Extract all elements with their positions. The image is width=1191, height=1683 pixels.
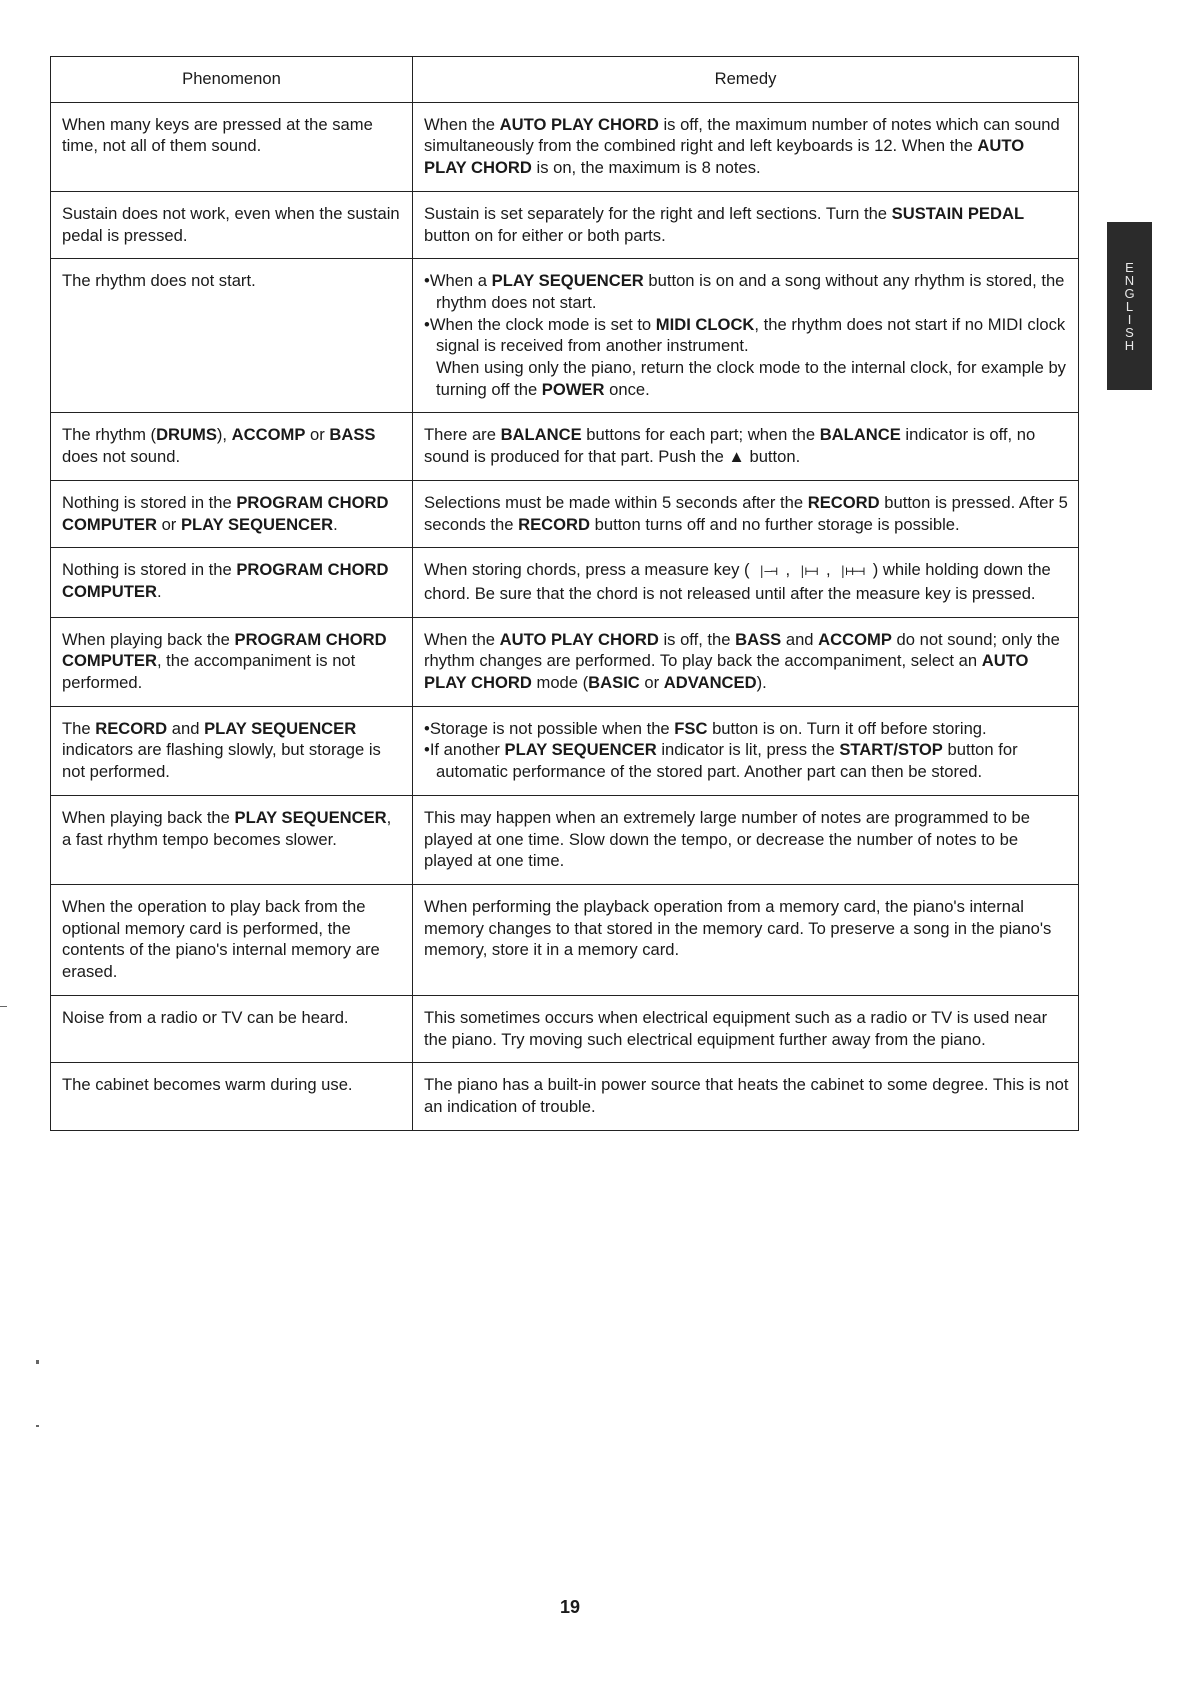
bold-term: RECORD bbox=[807, 492, 880, 512]
measure-key-icon: |—⊣ bbox=[758, 564, 777, 579]
remedy-paragraph: Sustain is set separately for the right and left sections. Turn the SUSTAIN PEDAL button on for either or both parts. bbox=[424, 203, 1025, 245]
bold-term: ▲ bbox=[728, 447, 745, 467]
page-number: 19 bbox=[559, 1597, 581, 1617]
remedy-paragraph: The piano has a built-in power source that heats the cabinet to some degree. This is not an indication of trouble. bbox=[424, 1075, 1069, 1116]
troubleshooting-table bbox=[50, 56, 1079, 1131]
remedy-cell bbox=[413, 617, 1079, 706]
bold-term: AUTO PLAY CHORD bbox=[499, 114, 659, 134]
table-row bbox=[51, 1063, 1079, 1130]
bold-term: PROGRAM CHORD COMPUTER bbox=[62, 560, 389, 601]
language-tab-letter: E bbox=[1125, 259, 1134, 275]
bold-term: BASS bbox=[329, 425, 376, 445]
remedy-cell bbox=[413, 795, 1079, 884]
table-row bbox=[51, 191, 1079, 258]
bold-term: BASIC bbox=[588, 673, 640, 693]
remedy-cell bbox=[413, 706, 1079, 795]
bold-term: POWER bbox=[541, 379, 605, 399]
language-tab-letter: I bbox=[1127, 311, 1132, 327]
phenomenon-cell: When the operation to play back from the optional memory card is performed, the contents of the piano's internal memory are erased. bbox=[51, 884, 413, 995]
bold-term: AUTO PLAY CHORD bbox=[499, 629, 659, 649]
language-tab bbox=[1107, 222, 1152, 390]
table-row bbox=[51, 548, 1079, 617]
phenomenon-cell: Nothing is stored in the PROGRAM CHORD COMPUTER. bbox=[51, 548, 413, 617]
remedy-header: Remedy bbox=[413, 57, 1079, 103]
phenomenon-cell: Noise from a radio or TV can be heard. bbox=[51, 995, 413, 1062]
phenomenon-cell: When playing back the PROGRAM CHORD COMPUTER, the accompaniment is not performed. bbox=[51, 617, 413, 706]
remedy-paragraph: When the AUTO PLAY CHORD is off, the BASS and ACCOMP do not sound; only the rhythm changes are performed. To play back the accompaniment, select an AUTO PLAY CHORD mode (BASIC or ADVANCED). bbox=[424, 629, 1060, 693]
bold-term: FSC bbox=[674, 718, 708, 738]
bold-term: PLAY SEQUENCER bbox=[234, 807, 387, 827]
remedy-cell bbox=[413, 480, 1079, 547]
remedy-paragraph: When storing chords, press a measure key ( |—⊣ , |⊢⊣ , |⊢⊢⊣ ) while holding down the chord. Be sure that the chord is not released until after the measure key is pressed. bbox=[424, 560, 1051, 603]
phenomenon-cell: The RECORD and PLAY SEQUENCER indicators are flashing slowly, but storage is not performed. bbox=[51, 706, 413, 795]
table-row bbox=[51, 995, 1079, 1062]
bold-term: DRUMS bbox=[156, 425, 217, 445]
bold-term: PLAY SEQUENCER bbox=[204, 718, 357, 738]
table-row bbox=[51, 706, 1079, 795]
remedy-paragraph: •When a PLAY SEQUENCER button is on and a song without any rhythm is stored, the rhythm does not start. bbox=[424, 271, 1065, 312]
bold-term: ADVANCED bbox=[663, 673, 757, 693]
bold-term: SUSTAIN PEDAL bbox=[891, 203, 1025, 223]
remedy-cell bbox=[413, 191, 1079, 258]
bold-term: PLAY SEQUENCER bbox=[491, 271, 644, 291]
phenomenon-cell: Nothing is stored in the PROGRAM CHORD COMPUTER or PLAY SEQUENCER. bbox=[51, 480, 413, 547]
language-tab-letter: H bbox=[1124, 337, 1135, 353]
remedy-paragraph: There are BALANCE buttons for each part; when the BALANCE indicator is off, no sound is produced for that part. Push the ▲ button. bbox=[424, 425, 1036, 467]
bold-term: ACCOMP bbox=[818, 629, 892, 649]
remedy-paragraph: This sometimes occurs when electrical equipment such as a radio or TV is used near the piano. Try moving such electrical equipment further away from the piano. bbox=[424, 1007, 1048, 1049]
phenomenon-cell: The cabinet becomes warm during use. bbox=[51, 1063, 413, 1130]
table-header-row bbox=[51, 57, 1079, 103]
phenomenon-cell: Sustain does not work, even when the sustain pedal is pressed. bbox=[51, 191, 413, 258]
bold-term: AUTO PLAY CHORD bbox=[424, 136, 1025, 178]
remedy-paragraph: •When the clock mode is set to MIDI CLOCK, the rhythm does not start if no MIDI clock signal is received from another instrument. bbox=[424, 314, 1066, 356]
table-row bbox=[51, 795, 1079, 884]
phenomenon-cell: The rhythm (DRUMS), ACCOMP or BASS does not sound. bbox=[51, 413, 413, 480]
bold-term: PROGRAM CHORD COMPUTER bbox=[62, 492, 389, 534]
remedy-paragraph: This may happen when an extremely large number of notes are programmed to be played at one time. Slow down the tempo, or decrease the number of notes to be played at one time. bbox=[424, 807, 1030, 871]
table-row bbox=[51, 480, 1079, 547]
bold-term: AUTO PLAY CHORD bbox=[424, 651, 1029, 693]
phenomenon-cell: The rhythm does not start. bbox=[51, 259, 413, 413]
measure-key-icon: |⊢⊣ bbox=[798, 564, 818, 579]
remedy-cell bbox=[413, 548, 1079, 617]
language-tab-letter: L bbox=[1125, 298, 1134, 314]
table-row bbox=[51, 884, 1079, 995]
table-row bbox=[51, 617, 1079, 706]
bold-term: PROGRAM CHORD COMPUTER bbox=[62, 629, 387, 671]
remedy-cell bbox=[413, 1063, 1079, 1130]
language-tab-letter: S bbox=[1125, 324, 1134, 340]
bold-term: RECORD bbox=[518, 514, 591, 534]
remedy-cell bbox=[413, 259, 1079, 413]
bold-term: BALANCE bbox=[819, 425, 901, 445]
language-tab-letter: N bbox=[1124, 272, 1135, 288]
remedy-paragraph: •Storage is not possible when the FSC button is on. Turn it off before storing. bbox=[424, 718, 987, 738]
scan-speck bbox=[36, 1360, 39, 1364]
phenomenon-cell: When playing back the PLAY SEQUENCER, a fast rhythm tempo becomes slower. bbox=[51, 795, 413, 884]
remedy-paragraph: When the AUTO PLAY CHORD is off, the maximum number of notes which can sound simultaneously from the combined right and left keyboards is 12. When the AUTO PLAY CHORD is on, the maximum is 8 notes. bbox=[424, 114, 1060, 178]
table-row bbox=[51, 102, 1079, 191]
bold-term: PLAY SEQUENCER bbox=[504, 740, 657, 760]
phenomenon-header: Phenomenon bbox=[51, 57, 413, 103]
remedy-paragraph: Selections must be made within 5 seconds after the RECORD button is pressed. After 5 seconds the RECORD button turns off and no further storage is possible. bbox=[424, 492, 1068, 534]
bold-term: ACCOMP bbox=[231, 425, 306, 445]
bold-term: RECORD bbox=[95, 718, 168, 738]
bold-term: BALANCE bbox=[500, 425, 582, 445]
remedy-paragraph: When using only the piano, return the clock mode to the internal clock, for example by turning off the POWER once. bbox=[436, 358, 1066, 399]
bold-term: MIDI CLOCK bbox=[655, 314, 755, 334]
language-tab-letter: G bbox=[1124, 285, 1135, 301]
bold-term: BASS bbox=[735, 629, 782, 649]
remedy-cell bbox=[413, 995, 1079, 1062]
remedy-paragraph: When performing the playback operation from a memory card, the piano's internal memory changes to that stored in the memory card. To preserve a song in the piano's memory, store it in a memory card. bbox=[424, 896, 1052, 960]
scan-speck bbox=[36, 1425, 39, 1427]
remedy-paragraph: •If another PLAY SEQUENCER indicator is lit, press the START/STOP button for automatic performance of the stored part. Another part can then be stored. bbox=[424, 740, 1018, 782]
scan-mark bbox=[0, 1006, 7, 1007]
bold-term: PLAY SEQUENCER bbox=[180, 514, 334, 534]
table-row bbox=[51, 413, 1079, 480]
remedy-cell bbox=[413, 102, 1079, 191]
remedy-cell bbox=[413, 884, 1079, 995]
phenomenon-cell: When many keys are pressed at the same time, not all of them sound. bbox=[51, 102, 413, 191]
bold-term: START/STOP bbox=[839, 740, 943, 760]
table-row bbox=[51, 259, 1079, 413]
remedy-cell bbox=[413, 413, 1079, 480]
table-body bbox=[51, 102, 1079, 1130]
measure-key-icon: |⊢⊢⊣ bbox=[839, 564, 865, 579]
